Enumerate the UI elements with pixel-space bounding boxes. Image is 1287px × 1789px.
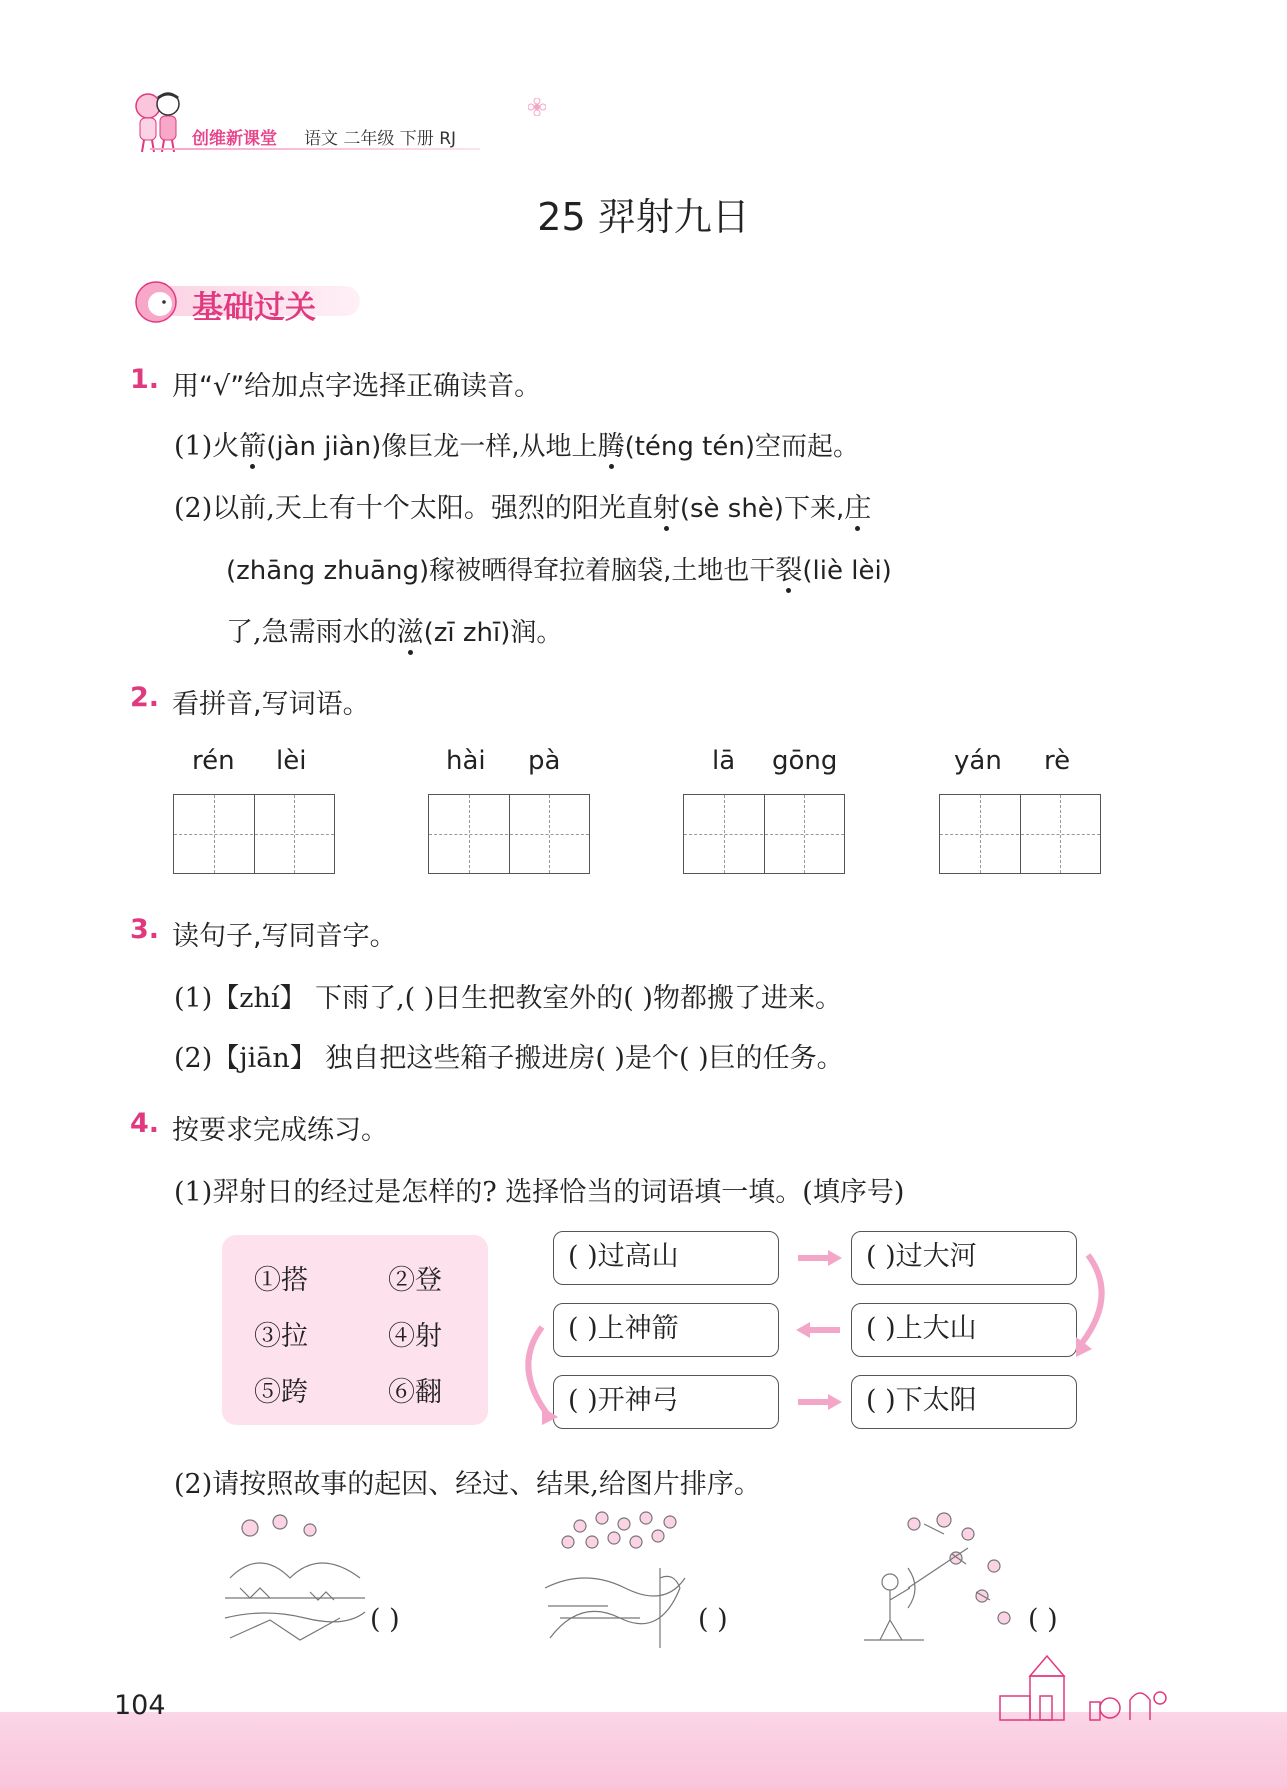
header-meta: 语文 二年级 下册 RJ <box>304 129 457 149</box>
lesson-title: 25 羿射九日 <box>537 195 750 239</box>
q3-item-2: (2)【jiān】 独自把这些箱子搬进房( )是个( )巨的任务。 <box>174 1043 844 1074</box>
text: (téng tén)空而起。 <box>624 432 859 462</box>
header-brand: 创维新课堂 <box>192 129 277 149</box>
sequence-step-3[interactable]: ( )上大山 <box>851 1303 1077 1357</box>
footer-band <box>0 1712 1287 1789</box>
option: ①搭 <box>254 1265 308 1296</box>
writing-grid[interactable] <box>683 794 845 874</box>
section-tag <box>130 278 370 326</box>
q4-sub-2: (2)请按照故事的起因、经过、结果,给图片排序。 <box>174 1469 761 1500</box>
writing-grid[interactable] <box>428 794 590 874</box>
q1-item-1 <box>174 424 859 463</box>
sequence-step-5[interactable]: ( )开神弓 <box>553 1375 779 1429</box>
q2-instruction: 看拼音,写词语。 <box>172 689 370 720</box>
section-tag-label: 基础过关 <box>192 290 316 326</box>
option: ④射 <box>388 1321 442 1352</box>
pinyin: lā <box>712 746 736 776</box>
dotted-char: 庄 <box>844 486 871 525</box>
castle-decoration-icon <box>990 1652 1170 1722</box>
q3-item-1: (1)【zhí】 下雨了,( )日生把教室外的( )物都搬了进来。 <box>174 983 842 1014</box>
text: (2)以前,天上有十个太阳。强烈的阳光直 <box>174 493 653 524</box>
q1-item-2 <box>174 486 871 525</box>
text: (jàn jiàn)像巨龙一样,从地上 <box>266 432 598 462</box>
option: ②登 <box>388 1265 442 1296</box>
q4-number: 4. <box>130 1108 160 1139</box>
header-kids-illustration <box>126 88 188 154</box>
dotted-char: 滋 <box>397 610 424 649</box>
writing-grid[interactable] <box>939 794 1101 874</box>
answer-blank[interactable]: ( ) <box>698 1604 728 1635</box>
q4-instruction: 按要求完成练习。 <box>172 1115 388 1146</box>
story-picture-archer-shooting <box>864 1508 1024 1648</box>
answer-blank[interactable]: ( ) <box>370 1604 400 1635</box>
sequence-step-1[interactable]: ( )过高山 <box>553 1231 779 1285</box>
sequence-step-6[interactable]: ( )下太阳 <box>851 1375 1077 1429</box>
pinyin: rén <box>192 746 235 776</box>
option: ⑥翻 <box>388 1377 442 1408</box>
dotted-char: 箭 <box>239 424 266 463</box>
story-picture-sun-scorched-land <box>220 1508 370 1648</box>
pinyin: pà <box>528 746 561 776</box>
option: ⑤跨 <box>254 1377 308 1408</box>
text: (liè lèi) <box>802 556 892 586</box>
flow-arrows <box>510 1225 1120 1435</box>
flower-icon <box>528 98 546 116</box>
answer-blank[interactable]: ( ) <box>1028 1604 1058 1635</box>
dotted-char: 射 <box>653 486 680 525</box>
pinyin: rè <box>1044 746 1071 776</box>
dotted-char: 腾 <box>598 424 625 463</box>
text: 了,急需雨水的 <box>226 617 397 648</box>
q1-item-2-cont <box>226 548 892 587</box>
girl-face-icon <box>130 278 182 326</box>
text: (1)火 <box>174 431 240 462</box>
text: (sè shè)下来, <box>679 494 845 524</box>
pinyin: gōng <box>772 746 838 776</box>
story-picture-ten-suns <box>540 1508 690 1648</box>
pinyin: yán <box>954 746 1002 776</box>
q1-number: 1. <box>130 364 160 395</box>
q2-number: 2. <box>130 682 160 713</box>
q4-sub-1: (1)羿射日的经过是怎样的? 选择恰当的词语填一填。(填序号) <box>174 1177 905 1208</box>
writing-grid[interactable] <box>173 794 335 874</box>
option: ③拉 <box>254 1321 308 1352</box>
q1-item-2-end <box>226 610 562 649</box>
sequence-step-4[interactable]: ( )上神箭 <box>553 1303 779 1357</box>
pinyin: hài <box>446 746 486 776</box>
sequence-step-2[interactable]: ( )过大河 <box>851 1231 1077 1285</box>
dotted-char: 裂 <box>775 548 802 587</box>
text: (zhāng zhuāng)稼被晒得耷拉着脑袋,土地也干 <box>226 556 776 586</box>
q3-number: 3. <box>130 914 160 945</box>
q3-instruction: 读句子,写同音字。 <box>172 921 397 952</box>
page-number: 104 <box>114 1690 166 1721</box>
pinyin: lèi <box>276 746 307 776</box>
q1-instruction: 用“√”给加点字选择正确读音。 <box>172 371 542 402</box>
text: (zī zhī)润。 <box>423 618 563 648</box>
